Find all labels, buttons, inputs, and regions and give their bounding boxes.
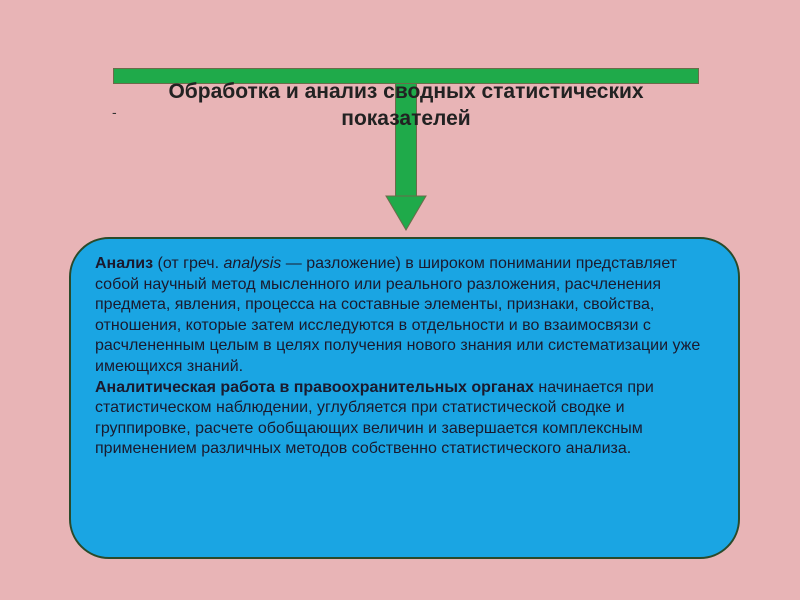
analysis-text-before: (от греч. — [153, 255, 224, 272]
analysis-term: Анализ — [95, 255, 154, 272]
down-arrow-icon — [385, 195, 427, 231]
definition-panel — [69, 237, 740, 559]
analytical-work-text: начинается при статистическом наблюдении, углубляется при статистической сводке и группировке, расчете обобщающих величин и завершается комплексным применением различных методов собственно статистического анализа. — [95, 378, 654, 458]
slide-title: Обработка и анализ сводных статистических показателей — [168, 80, 644, 130]
stray-dash: - — [112, 104, 117, 120]
analysis-greek-word: analysis — [223, 255, 282, 272]
analytical-work-term: Аналитическая работа в правоохранительных органах — [95, 378, 534, 396]
analytical-work-paragraph — [95, 378, 714, 460]
analysis-text-after: — разложение) в широком понимании представляет собой научный метод мысленного или реального разложения, расчленения предмета, явления, процесса на составные элементы, признаки, свойства, отношения, которые затем исследуются в отдельности и во взаимосвязи с расчлененным целым в целях получения нового знания или систематизации уже имеющихся знаний. — [95, 255, 701, 375]
analysis-definition — [95, 254, 714, 378]
